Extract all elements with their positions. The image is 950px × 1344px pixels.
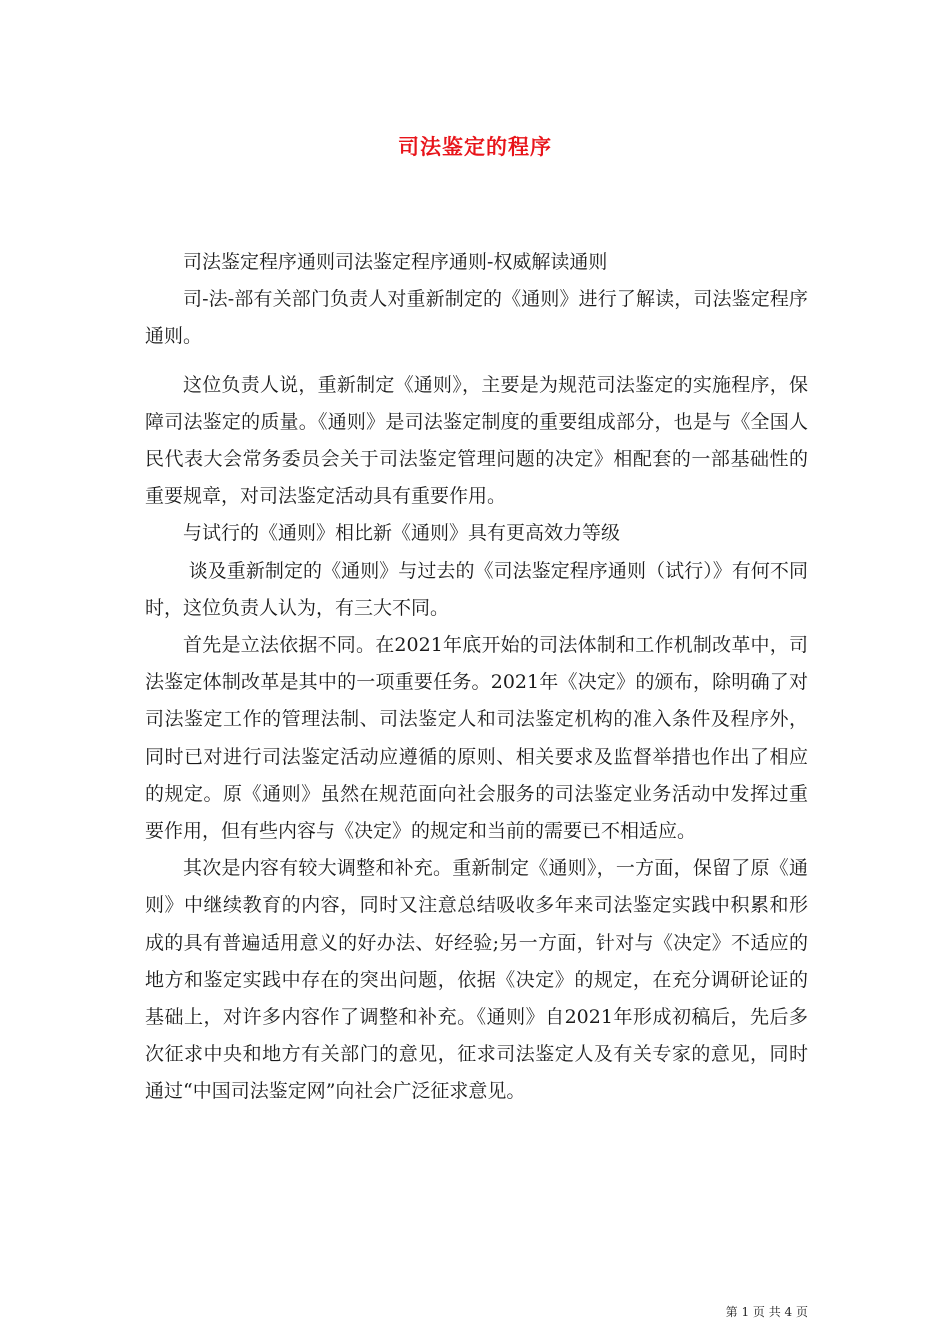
paragraph-3: 这位负责人说，重新制定《通则》，主要是为规范司法鉴定的实施程序，保障司法鉴定的质量。《通则》是司法鉴定制度的重要组成部分，也是与《全国人民代表大会常务委员会关于司法鉴定管理问题的决定》相配套的一部基础性的重要规章，对司法鉴定活动具有重要作用。: [145, 373, 808, 508]
page-number: 第 1 页 共 4 页: [725, 1305, 808, 1319]
document-title: 司法鉴定的程序: [398, 134, 552, 159]
paragraph-5: 谈及重新制定的《通则》与过去的《司法鉴定程序通则（试行）》有何不同时，这位负责人认为，有三大不同。: [145, 559, 808, 619]
paragraph-1: 司法鉴定程序通则司法鉴定程序通则-权威解读通则: [183, 251, 608, 273]
paragraph-4: 与试行的《通则》相比新《通则》具有更高效力等级: [183, 522, 621, 545]
paragraph-2: 司-法-部有关部门负责人对重新制定的《通则》进行了解读，司法鉴定程序通则。: [145, 288, 808, 348]
paragraph-6: 首先是立法依据不同。在2021年底开始的司法体制和工作机制改革中，司法鉴定体制改革是其中的一项重要任务。2021年《决定》的颁布，除明确了对司法鉴定工作的管理法制、司法鉴定人和司法鉴定机构的准入条件及程序外，同时已对进行司法鉴定活动应遵循的原则、相关要求及监督举措也作出了相应的规定。原《通则》虽然在规范面向社会服务的司法鉴定业务活动中发挥过重要作用，但有些内容与《决定》的规定和当前的需要已不相适应。: [145, 634, 808, 843]
paragraph-7: 其次是内容有较大调整和补充。重新制定《通则》，一方面，保留了原《通则》中继续教育的内容，同时又注意总结吸收多年来司法鉴定实践中积累和形成的具有普遍适用意义的好办法、好经验;另一方面，针对与《决定》不适应的地方和鉴定实践中存在的突出问题，依据《决定》的规定，在充分调研论证的基础上，对许多内容作了调整和补充。《通则》自2021年形成初稿后，先后多次征求中央和地方有关部门的意见，征求司法鉴定人及有关专家的意见，同时通过“中国司法鉴定网”向社会广泛征求意见。: [145, 857, 808, 1103]
document-body: [145, 244, 808, 1111]
